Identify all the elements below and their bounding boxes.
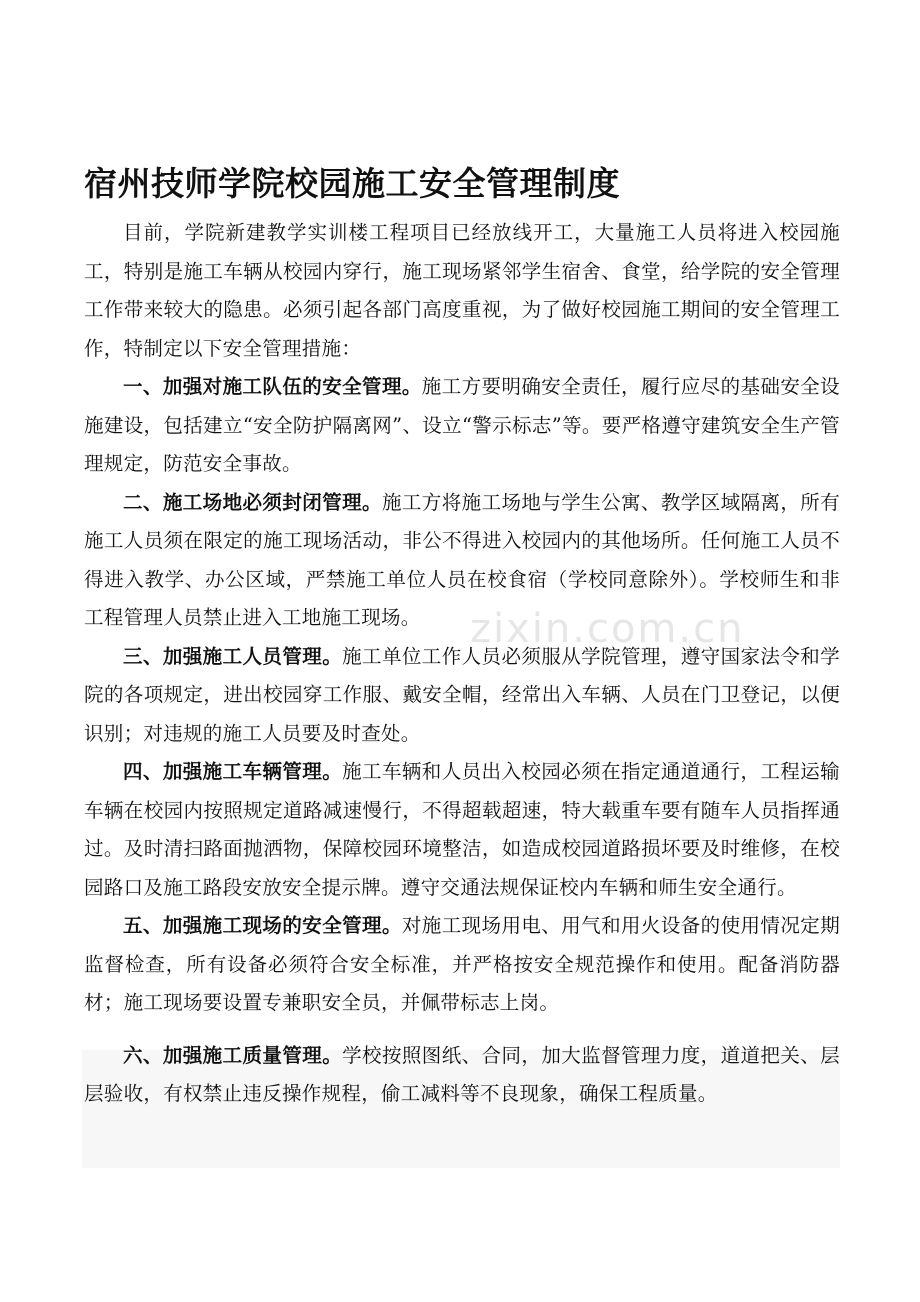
section-1 [84, 368, 840, 484]
section-text: 施工方将施工场地与学生公寓、教学区域隔离，所有施工人员须在限定的施工现场活动，非公不得进入校园内的其他场所。任何施工人员不得进入教学、办公区域，严禁施工单位人员在校食宿（学校同意除外）。学校师生和非工程管理人员禁止进入工地施工现场。 [84, 490, 841, 629]
watermark: zixin.com.cn [470, 606, 745, 652]
section-text: 施工单位工作人员必须服从学院管理，遵守国家法令和学院的各项规定，进出校园穿工作服、戴安全帽，经常出入车辆、人员在门卫登记，以便识别；对违规的施工人员要及时查处。 [84, 644, 840, 745]
section-4 [84, 753, 840, 907]
section-text: 施工方要明确安全责任，履行应尽的基础安全设施建设，包括建立“安全防护隔离网”、设立“警示标志”等。要严格遵守建筑安全生产管理规定，防范安全事故。 [84, 375, 840, 475]
section-heading: 五、加强施工现场的安全管理。 [123, 914, 402, 937]
section-6 [84, 1023, 840, 1152]
section-heading: 四、加强施工车辆管理。 [123, 760, 343, 783]
section-text: 学校按照图纸、合同，加大监督管理力度，道道把关、层层验收，有权禁止违反操作规程，偷工减料等不良现象，确保工程质量。 [84, 1043, 840, 1105]
section-2 [84, 484, 840, 638]
document-body [84, 214, 840, 1152]
section-heading: 二、施工场地必须封闭管理。 [123, 490, 382, 514]
document-title: 宿州技师学院校园施工安全管理制度 [84, 164, 620, 203]
section-text: 施工车辆和人员出入校园必须在指定通道通行，工程运输车辆在校园内按照规定道路减速慢行，不得超载超速，特大载重车要有随车人员指挥通过。及时清扫路面抛洒物，保障校园环境整洁，如造成校园道路损坏要及时维修，在校园路口及施工路段安放安全提示牌。遵守交通法规保证校内车辆和师生安全通行。 [84, 760, 840, 899]
section-5 [84, 907, 840, 1023]
section-3 [84, 638, 840, 754]
section-heading: 三、加强施工人员管理。 [123, 644, 343, 668]
intro-paragraph: 目前，学院新建教学实训楼工程项目已经放线开工，大量施工人员将进入校园施工，特别是施工车辆从校园内穿行，施工现场紧邻学生宿舍、食堂，给学院的安全管理工作带来较大的隐患。必须引起各部门高度重视，为了做好校园施工期间的安全管理工作，特制定以下安全管理措施： [84, 221, 840, 360]
section-heading: 六、加强施工质量管理。 [123, 1043, 343, 1067]
section-heading: 一、加强对施工队伍的安全管理。 [123, 375, 422, 398]
section-text: 对施工现场用电、用气和用火设备的使用情况定期监督检查，所有设备必须符合安全标准，并严格按安全规范操作和使用。配备消防器材；施工现场要设置专兼职安全员，并佩带标志上岗。 [84, 914, 840, 1014]
